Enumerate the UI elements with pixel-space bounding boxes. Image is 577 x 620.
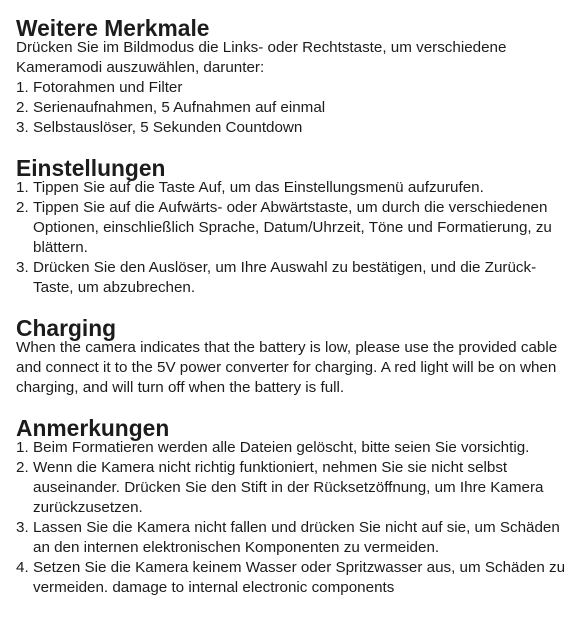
list-item: [16, 518, 576, 558]
list-number: 3.: [16, 259, 29, 276]
list-text: Tippen Sie auf die Aufwärts- oder Abwärtstaste, um durch die verschiedenen Optionen, einschließlich Sprache, Datum/Uhrzeit, Töne und Formatierung, zu blättern.: [33, 199, 552, 256]
list-item: [16, 258, 576, 298]
list-item: [16, 458, 576, 518]
list-item: [16, 118, 576, 138]
list-number: 3.: [16, 119, 29, 136]
section-intro: Drücken Sie im Bildmodus die Links- oder Rechtstaste, um verschiedene Kameramodi auszuwählen, darunter:: [16, 39, 507, 76]
list-number: 1.: [16, 179, 29, 196]
list-text: Beim Formatieren werden alle Dateien gelöscht, bitte seien Sie vorsichtig.: [33, 439, 530, 456]
list-item: [16, 198, 576, 258]
feature-list: [16, 78, 576, 138]
list-number: 2.: [16, 99, 29, 116]
list-number: 4.: [16, 559, 29, 576]
list-text: Tippen Sie auf die Taste Auf, um das Einstellungsmenü aufzurufen.: [33, 179, 484, 196]
section-body: When the camera indicates that the battery is low, please use the provided cable and connect it to the 5V power converter for charging. A red light will be on when charging, and will turn off when the battery is full.: [16, 339, 558, 396]
section-weitere-merkmale: [16, 15, 576, 138]
section-heading: Einstellungen: [16, 155, 166, 181]
list-number: 1.: [16, 439, 29, 456]
section-heading: Anmerkungen: [16, 415, 170, 441]
notes-list: [16, 438, 576, 598]
list-number: 1.: [16, 79, 29, 96]
list-item: [16, 98, 576, 118]
section-anmerkungen: [16, 415, 576, 598]
list-number: 3.: [16, 519, 29, 536]
list-text: Fotorahmen und Filter: [33, 79, 183, 96]
list-number: 2.: [16, 459, 29, 476]
list-text: Wenn die Kamera nicht richtig funktioniert, nehmen Sie sie nicht selbst auseinander. Drücken Sie den Stift in der Rücksetzöffnung, um Ihre Kamera zurückzusetzen.: [33, 459, 544, 516]
list-text: Drücken Sie den Auslöser, um Ihre Auswahl zu bestätigen, und die Zurück-Taste, um abzubrechen.: [33, 259, 537, 296]
section-heading: Charging: [16, 315, 117, 341]
settings-steps-list: [16, 178, 576, 298]
list-number: 2.: [16, 199, 29, 216]
list-item: [16, 558, 576, 598]
section-charging: [16, 315, 576, 398]
section-heading: Weitere Merkmale: [16, 15, 210, 41]
list-text: Serienaufnahmen, 5 Aufnahmen auf einmal: [33, 99, 326, 116]
list-item: [16, 438, 576, 458]
list-item: [16, 178, 576, 198]
list-item: [16, 78, 576, 98]
list-text: Selbstauslöser, 5 Sekunden Countdown: [33, 119, 303, 136]
list-text: Lassen Sie die Kamera nicht fallen und drücken Sie nicht auf sie, um Schäden an den internen elektronischen Komponenten zu vermeiden.: [33, 519, 560, 556]
manual-page: [16, 15, 576, 618]
list-text: Setzen Sie die Kamera keinem Wasser oder Spritzwasser aus, um Schäden zu vermeiden. damage to internal electronic components: [33, 559, 566, 596]
section-einstellungen: [16, 155, 576, 298]
